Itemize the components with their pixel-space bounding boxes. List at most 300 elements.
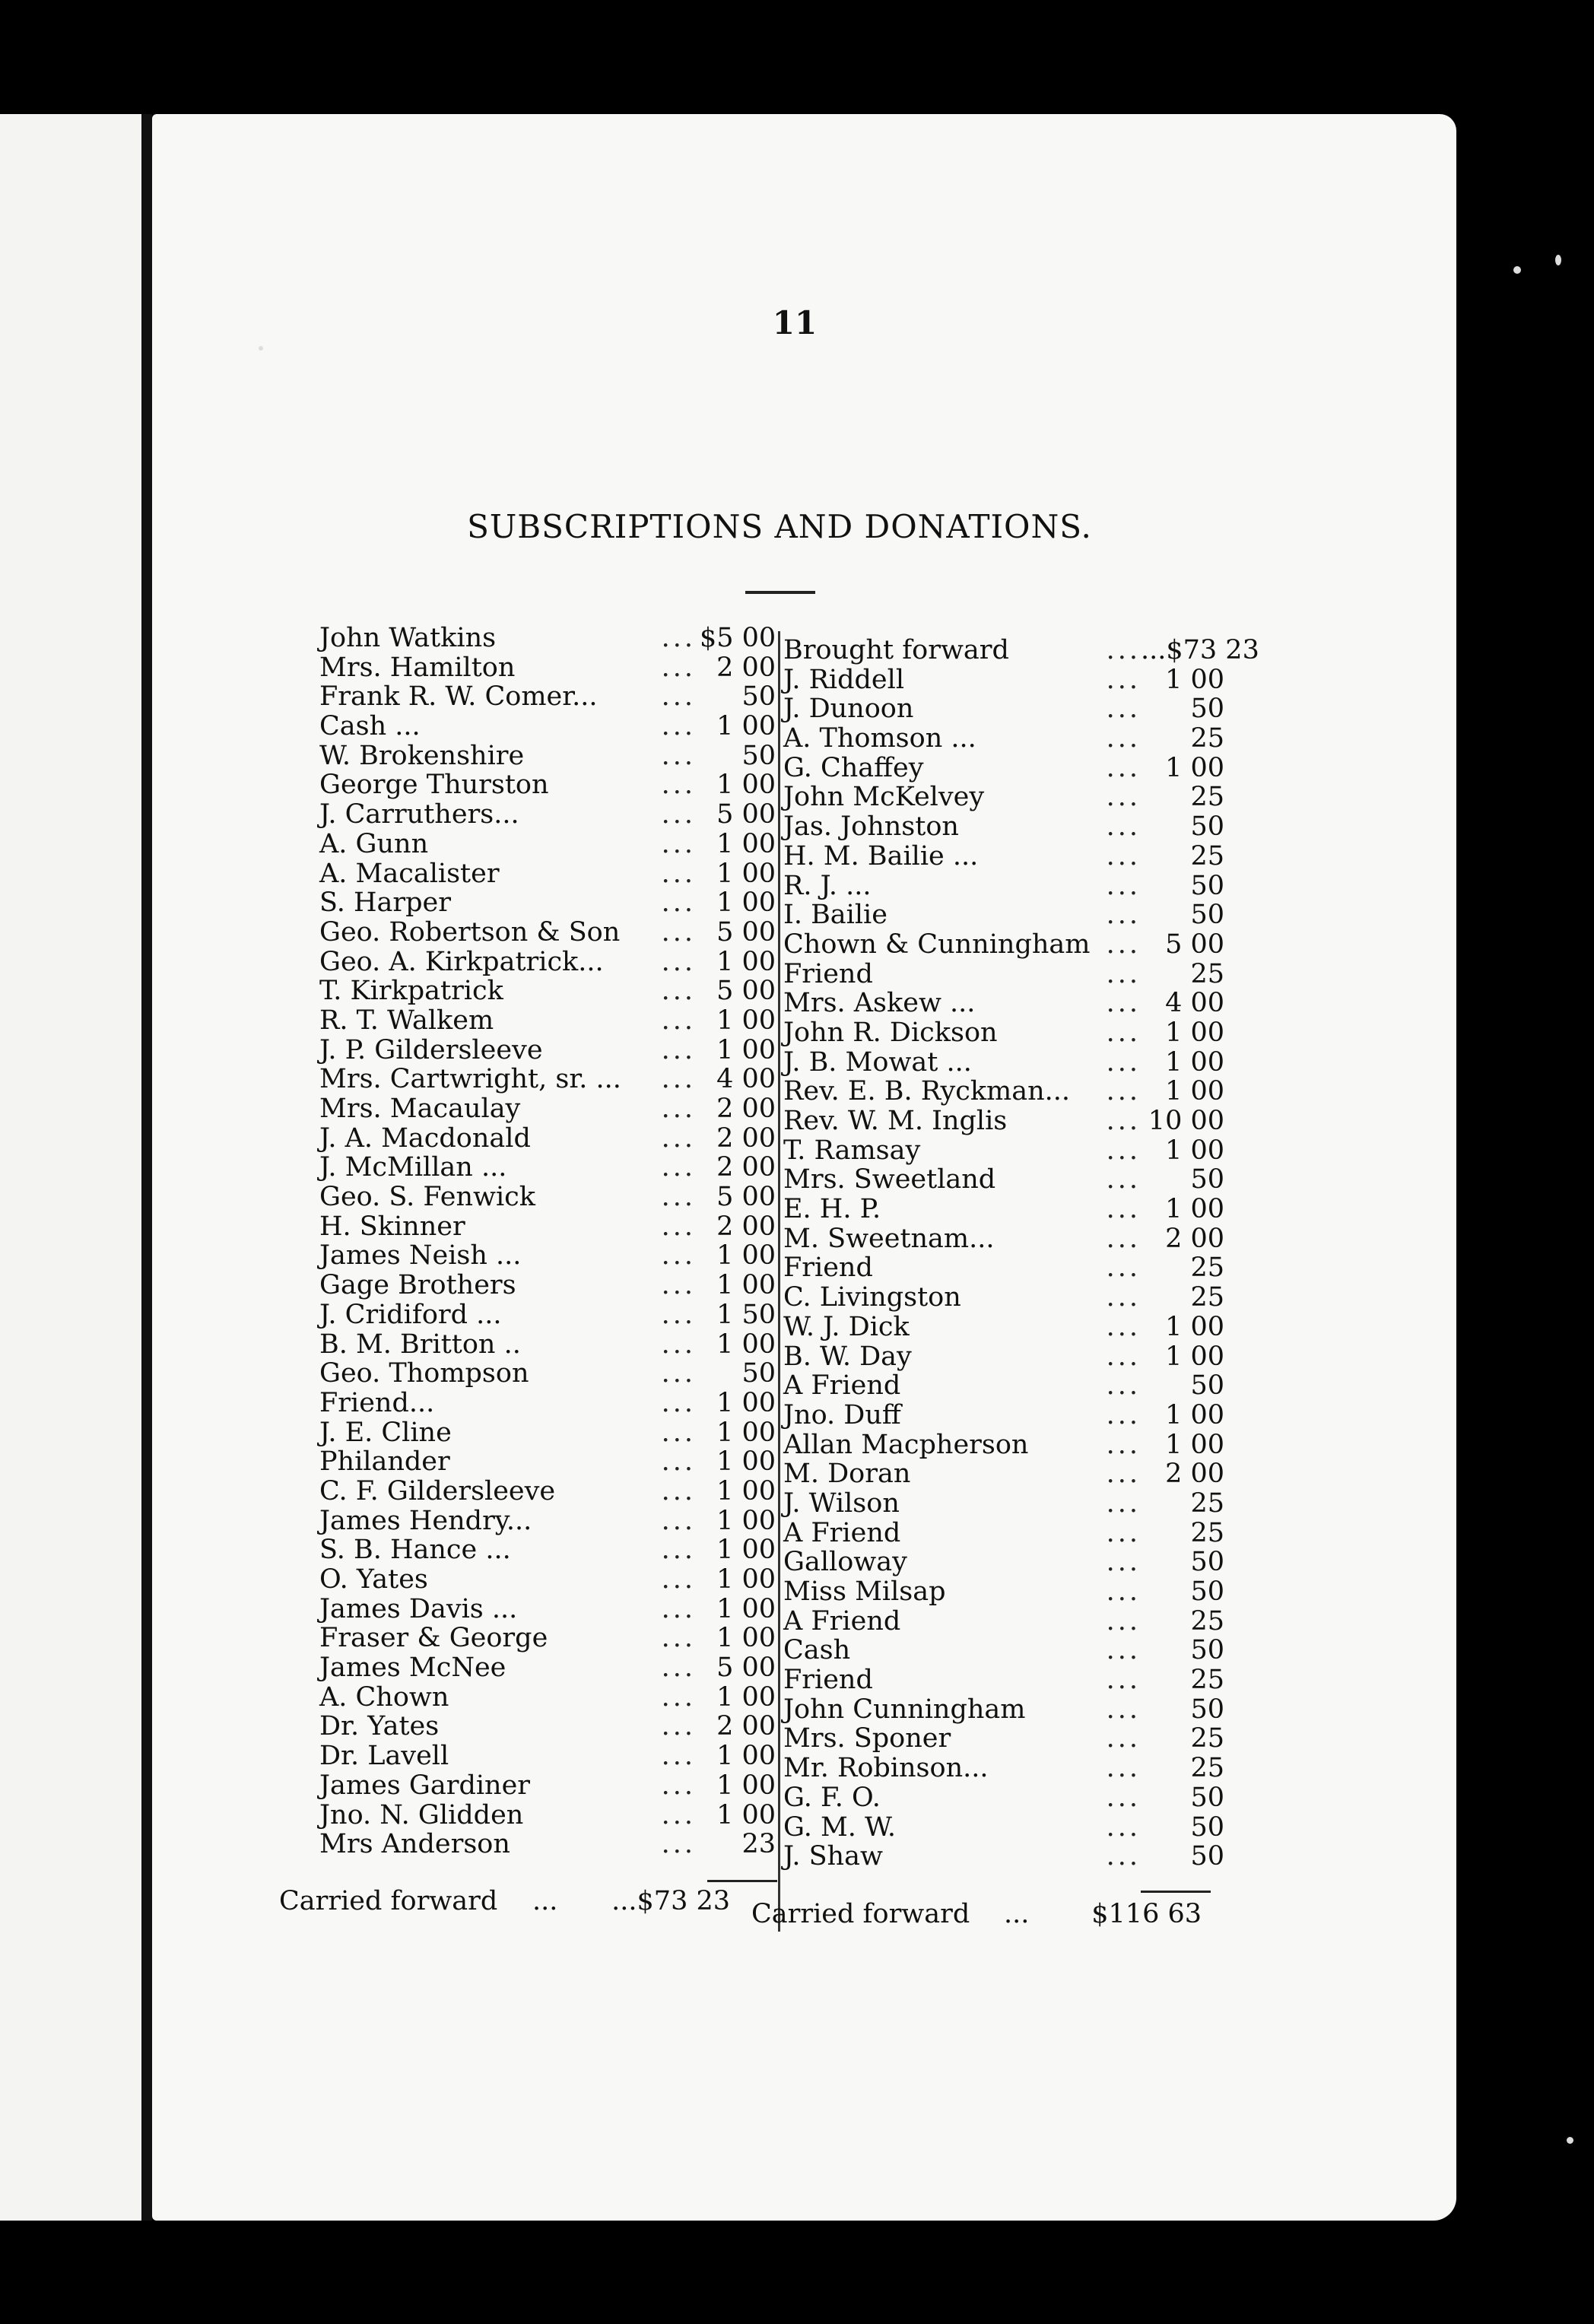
subscriber-name: G. M. W. [783, 1811, 897, 1843]
subscriber-name: Jno. N. Glidden [319, 1799, 524, 1830]
subscriber-name: John R. Dickson [783, 1017, 998, 1048]
left-subscription-row [319, 1477, 776, 1506]
subscriber-name: J. Wilson [783, 1487, 900, 1519]
leader-dots: ... [1106, 1782, 1141, 1813]
subscriber-name: George Thurston [319, 770, 549, 801]
leader-dots: ... [661, 1829, 696, 1860]
leader-dots: ... [1106, 988, 1141, 1019]
subscription-amount: 50 [1190, 1841, 1224, 1872]
subscriber-name: A Friend [783, 1605, 901, 1637]
right-subscription-row [783, 783, 1240, 812]
subscription-amount: 1 00 [1165, 664, 1224, 695]
left-subscription-row [319, 624, 776, 653]
left-subscription-row [319, 1653, 776, 1683]
subscriber-name: Geo. S. Fenwick [319, 1182, 535, 1213]
subscription-amount: 5 00 [716, 1653, 776, 1684]
subscriber-name: A Friend [783, 1517, 901, 1548]
subscription-amount: 1 00 [716, 1564, 776, 1595]
subscriber-name: Geo. Thompson [319, 1358, 529, 1389]
subscriber-name: J. Carruthers... [319, 799, 519, 830]
right-subscription-row [783, 1342, 1240, 1372]
subscription-amount: 1 00 [1165, 1194, 1224, 1225]
leader-dots: ... [661, 1152, 696, 1183]
right-subscription-row [783, 1842, 1240, 1872]
subscription-amount: 1 00 [716, 1505, 776, 1536]
subscriber-name: Jno. Duff [783, 1399, 901, 1430]
leader-dots: ... [661, 976, 696, 1007]
subscription-amount: 1 00 [716, 1799, 776, 1830]
leader-dots: ... [661, 1564, 696, 1595]
subscription-amount: 4 00 [716, 1064, 776, 1095]
right-subscription-row [783, 1224, 1240, 1254]
title-rule [745, 591, 815, 594]
subscriber-name: John McKelvey [783, 782, 985, 813]
leader-dots: ... [1106, 1076, 1141, 1107]
subscription-amount: 1 00 [716, 1623, 776, 1654]
subscription-amount: 1 00 [716, 1593, 776, 1624]
subscriber-name: James McNee [319, 1653, 506, 1684]
left-subscription-row [319, 1065, 776, 1094]
subscription-amount: 1 00 [1165, 1076, 1224, 1107]
subscriber-name: A. Thomson ... [783, 723, 976, 754]
leader-dots: ... [661, 623, 696, 653]
leader-dots: ... [661, 681, 696, 713]
subscriber-name: Cash [783, 1635, 851, 1666]
subscriber-name: A. Gunn [319, 828, 429, 859]
left-subscription-row [319, 653, 776, 683]
left-subscription-row [319, 741, 776, 771]
right-footer-label: Carried forward [751, 1899, 970, 1929]
right-subscription-row [783, 665, 1240, 695]
subscription-amount: 50 [741, 1358, 776, 1389]
leader-dots: ... [1106, 929, 1141, 960]
leader-dots: ... [1106, 958, 1141, 989]
leader-dots: ... [1106, 1311, 1141, 1342]
subscriber-name: Miss Milsap [783, 1576, 946, 1607]
right-subscription-row [783, 1313, 1240, 1342]
subscription-amount: 2 00 [1165, 1459, 1224, 1490]
leader-dots: ... [661, 1653, 696, 1684]
leader-dots: ... [661, 887, 696, 919]
subscription-amount: 2 00 [716, 652, 776, 683]
leader-dots: ... [661, 1475, 696, 1506]
subscription-amount: 23 [741, 1829, 776, 1860]
leader-dots: ... [661, 1799, 696, 1830]
left-subscription-row [319, 1595, 776, 1624]
leader-dots: ... [1106, 1164, 1141, 1195]
subscriber-name: Galloway [783, 1547, 907, 1578]
subscriber-name: C. Livingston [783, 1282, 961, 1313]
subscription-amount: 1 00 [1165, 1017, 1224, 1048]
leader-dots: ... [1106, 1605, 1141, 1637]
dust-speck [1513, 266, 1521, 274]
left-subscription-row [319, 1271, 776, 1300]
left-subscription-row [319, 800, 776, 830]
left-subscription-row [319, 1447, 776, 1477]
subscription-amount: 5 00 [716, 916, 776, 948]
subscriber-name: W. Brokenshire [319, 740, 525, 771]
subscriber-name: Dr. Lavell [319, 1741, 449, 1772]
subscriber-name: Mrs. Hamilton [319, 652, 516, 683]
subscriber-name: Cash ... [319, 711, 421, 742]
left-subscription-row [319, 1801, 776, 1830]
leader-dots: ... [1106, 1429, 1141, 1460]
subscription-amount: 50 [741, 740, 776, 771]
leader-dots: ... [1106, 1753, 1141, 1784]
subscriber-name: Philander [319, 1446, 450, 1478]
leader-dots: ... [661, 1711, 696, 1742]
left-subscription-row [319, 859, 776, 889]
leader-dots: ... [661, 858, 696, 889]
left-subscription-row [319, 1359, 776, 1389]
right-subscription-row [783, 754, 1240, 783]
subscriber-name: C. F. Gildersleeve [319, 1475, 556, 1506]
right-subscription-row [783, 1724, 1240, 1754]
right-subscription-row [783, 1165, 1240, 1195]
subscriber-name: E. H. P. [783, 1194, 881, 1225]
subscriber-name: Gage Brothers [319, 1270, 516, 1301]
leader-dots: ... [1106, 694, 1141, 725]
subscriber-name: G. F. O. [783, 1782, 881, 1813]
subscriber-name: J. A. Macdonald [319, 1122, 531, 1154]
right-subscription-row [783, 1695, 1240, 1725]
right-subscription-list [783, 635, 1259, 1872]
left-subscription-row [319, 1830, 776, 1859]
right-subscription-row [783, 1283, 1240, 1313]
subscriber-name: O. Yates [319, 1564, 428, 1595]
left-subscription-list [319, 624, 776, 1859]
subscriber-name: Mrs. Sweetland [783, 1164, 996, 1195]
subscriber-name: John Cunningham [783, 1694, 1026, 1725]
leader-dots: ... [1106, 1399, 1141, 1430]
subscriber-name: A Friend [783, 1370, 901, 1402]
subscriber-name: M. Sweetnam... [783, 1223, 995, 1254]
leader-dots: ... [661, 1681, 696, 1713]
subscriber-name: Frank R. W. Comer... [319, 681, 598, 713]
subscription-amount: 1 00 [716, 1329, 776, 1360]
subscriber-name: Fraser & George [319, 1623, 548, 1654]
subscription-amount: 50 [1190, 1811, 1224, 1843]
left-subscription-row [319, 1624, 776, 1653]
leader-dots: ... [1106, 1841, 1141, 1872]
left-subscription-row [319, 1330, 776, 1360]
subscription-amount: 25 [1190, 1605, 1224, 1637]
subscription-amount: $5 00 [700, 623, 776, 653]
leader-dots: ... [661, 1211, 696, 1242]
subscription-amount: 50 [741, 681, 776, 713]
subscription-amount: 5 00 [716, 799, 776, 830]
subscription-amount: 25 [1190, 1487, 1224, 1519]
subscription-amount: 1 00 [716, 1475, 776, 1506]
subscriber-name: M. Doran [783, 1459, 911, 1490]
subscriber-name: Geo. A. Kirkpatrick... [319, 946, 604, 977]
subscriber-name: Friend [783, 1665, 873, 1696]
subscription-amount: 2 00 [1165, 1223, 1224, 1254]
leader-dots: ... [661, 1034, 696, 1065]
left-subscription-row [319, 1565, 776, 1595]
right-subscription-row [783, 1636, 1240, 1665]
leader-dots: ... [1106, 1135, 1141, 1166]
subscriber-name: J. McMillan ... [319, 1152, 507, 1183]
right-subscription-row [783, 1489, 1240, 1519]
leader-dots: ... [1106, 1635, 1141, 1666]
leader-dots: ... [1106, 635, 1141, 665]
leader-dots: ... [661, 916, 696, 948]
subscription-amount: 50 [1190, 900, 1224, 931]
facing-page [0, 114, 144, 2221]
subscriber-name: James Davis ... [319, 1593, 518, 1624]
book-spine [141, 114, 152, 2221]
subscriber-name: A. Chown [319, 1681, 449, 1713]
leader-dots: ... [1106, 782, 1141, 813]
subscriber-name: Rev. W. M. Inglis [783, 1106, 1008, 1136]
leader-dots: ... [661, 1623, 696, 1654]
subscriber-name: Jas. Johnston [783, 811, 959, 843]
subscription-amount: 1 00 [1165, 1429, 1224, 1460]
left-subscription-row [319, 1771, 776, 1801]
page-title: SUBSCRIPTIONS AND DONATIONS. [467, 508, 1092, 545]
right-subscription-row [783, 1519, 1240, 1548]
dust-speck [1567, 2137, 1573, 2144]
left-subscription-row [319, 1506, 776, 1536]
leader-dots: ... [661, 1505, 696, 1536]
left-subscription-row [319, 770, 776, 800]
right-subscription-row [783, 812, 1240, 842]
leader-dots: ... [661, 1741, 696, 1772]
right-subscription-row [783, 1459, 1240, 1489]
subscription-amount: 1 00 [716, 1387, 776, 1418]
leader-dots: ... [661, 1329, 696, 1360]
subscription-amount: 1 00 [716, 1034, 776, 1065]
subscription-amount: 1 00 [716, 1741, 776, 1772]
right-subscription-row [783, 1106, 1240, 1136]
subscription-amount: 1 00 [716, 1417, 776, 1448]
subscriber-name: Mrs. Macaulay [319, 1094, 521, 1124]
leader-dots: ... [1106, 1017, 1141, 1048]
subscription-amount: 5 00 [716, 976, 776, 1007]
subscriber-name: Mrs Anderson [319, 1829, 510, 1860]
column-divider [778, 631, 780, 1932]
right-subscription-row [783, 1048, 1240, 1078]
subscription-amount: 25 [1190, 1723, 1224, 1754]
leader-dots: ... [661, 1535, 696, 1566]
subscription-amount: 50 [1190, 1164, 1224, 1195]
subscriber-name: Friend [783, 1252, 873, 1284]
subscriber-name: Mrs. Sponer [783, 1723, 951, 1754]
leader-dots: ... [1106, 1252, 1141, 1284]
right-subscription-row [783, 1430, 1240, 1460]
subscriber-name: James Neish ... [319, 1240, 522, 1272]
subscription-amount: 25 [1190, 840, 1224, 872]
subscriber-name: T. Kirkpatrick [319, 976, 503, 1007]
left-subscription-row [319, 830, 776, 859]
subscriber-name: James Hendry... [319, 1505, 532, 1536]
subscription-amount: 25 [1190, 723, 1224, 754]
subscription-amount: 50 [1190, 1635, 1224, 1666]
right-subscription-row [783, 1077, 1240, 1106]
subscription-amount: 1 50 [716, 1299, 776, 1330]
right-subscription-row [783, 960, 1240, 989]
right-subscription-row [783, 1813, 1240, 1843]
right-subscription-row [783, 842, 1240, 872]
subscriber-name: R. T. Walkem [319, 1005, 494, 1036]
subscription-amount: 25 [1190, 1517, 1224, 1548]
right-subscription-row [783, 1783, 1240, 1813]
leader-dots: ... [661, 1064, 696, 1095]
subscription-amount: 1 00 [716, 711, 776, 742]
subscription-amount: 25 [1190, 782, 1224, 813]
subscription-amount: 1 00 [716, 828, 776, 859]
leader-dots: ... [1106, 1576, 1141, 1607]
subscriber-name: I. Bailie [783, 900, 887, 931]
right-subscription-row [783, 1401, 1240, 1430]
left-subscription-row [319, 1036, 776, 1065]
right-total-rule [1141, 1891, 1211, 1893]
subscriber-name: John Watkins [319, 623, 497, 653]
subscriber-name: J. Riddell [783, 664, 905, 695]
right-subscription-row [783, 724, 1240, 754]
left-total-rule [707, 1880, 777, 1882]
subscription-amount: 1 00 [1165, 752, 1224, 783]
subscriber-name: Brought forward [783, 635, 1009, 665]
subscriber-name: S. Harper [319, 887, 451, 919]
left-footer-amount: ...$73 23 [611, 1886, 730, 1916]
leader-dots: ... [661, 1593, 696, 1624]
right-footer-dots: ... [1004, 1899, 1030, 1929]
subscription-amount: 1 00 [716, 1240, 776, 1272]
left-subscription-row [319, 918, 776, 948]
subscriber-name: B. M. Britton .. [319, 1329, 521, 1360]
subscriber-name: Mr. Robinson... [783, 1753, 989, 1784]
left-subscription-row [319, 1712, 776, 1741]
left-subscription-row [319, 1300, 776, 1330]
left-subscription-row [319, 1153, 776, 1183]
subscription-amount: 1 00 [716, 1446, 776, 1478]
subscription-amount: 10 00 [1148, 1106, 1224, 1136]
right-subscription-row [783, 1607, 1240, 1637]
left-subscription-row [319, 1389, 776, 1418]
subscription-amount: 2 00 [716, 1711, 776, 1742]
left-footer-label: Carried forward [279, 1886, 498, 1916]
leader-dots: ... [1106, 1665, 1141, 1696]
subscription-amount: 1 00 [716, 770, 776, 801]
left-subscription-row [319, 1535, 776, 1565]
left-subscription-row [319, 1212, 776, 1242]
left-subscription-row [319, 1006, 776, 1036]
subscription-amount: 50 [1190, 1547, 1224, 1578]
leader-dots: ... [1106, 1487, 1141, 1519]
subscription-amount: 1 00 [716, 1681, 776, 1713]
subscription-amount: 1 00 [1165, 1341, 1224, 1372]
leader-dots: ... [1106, 1811, 1141, 1843]
subscriber-name: H. M. Bailie ... [783, 840, 979, 872]
subscription-amount: 1 00 [716, 1005, 776, 1036]
left-subscription-row [319, 948, 776, 977]
subscription-amount: 25 [1190, 1252, 1224, 1284]
leader-dots: ... [1106, 664, 1141, 695]
subscription-amount: 25 [1190, 1753, 1224, 1784]
left-subscription-row [319, 682, 776, 712]
subscription-amount: 50 [1190, 694, 1224, 725]
leader-dots: ... [1106, 900, 1141, 931]
leader-dots: ... [661, 770, 696, 801]
subscriber-name: Chown & Cunningham [783, 929, 1091, 960]
leader-dots: ... [1106, 1282, 1141, 1313]
right-subscription-row [783, 1548, 1240, 1577]
right-subscription-row [783, 900, 1240, 930]
dust-speck [259, 346, 263, 351]
subscription-amount: 1 00 [716, 1270, 776, 1301]
subscription-amount: 5 00 [1165, 929, 1224, 960]
subscription-amount: 4 00 [1165, 988, 1224, 1019]
leader-dots: ... [1106, 1517, 1141, 1548]
leader-dots: ... [661, 652, 696, 683]
left-subscription-row [319, 1094, 776, 1124]
subscriber-name: Geo. Robertson & Son [319, 916, 621, 948]
leader-dots: ... [661, 828, 696, 859]
leader-dots: ... [661, 1770, 696, 1801]
right-subscription-row [783, 1754, 1240, 1783]
subscription-amount: 2 00 [716, 1211, 776, 1242]
subscription-amount: ...$73 23 [1141, 635, 1259, 665]
subscriber-name: J. B. Mowat ... [783, 1046, 972, 1078]
subscription-amount: 50 [1190, 811, 1224, 843]
subscription-amount: 2 00 [716, 1122, 776, 1154]
left-subscription-row [319, 1183, 776, 1212]
subscriber-name: A. Macalister [319, 858, 500, 889]
leader-dots: ... [1106, 1547, 1141, 1578]
subscriber-name: Mrs. Cartwright, sr. ... [319, 1064, 621, 1095]
subscription-amount: 1 00 [1165, 1046, 1224, 1078]
leader-dots: ... [661, 1446, 696, 1478]
subscription-amount: 1 00 [716, 1535, 776, 1566]
subscription-amount: 1 00 [716, 858, 776, 889]
right-subscription-row [783, 989, 1240, 1018]
leader-dots: ... [1106, 1223, 1141, 1254]
subscriber-name: J. Cridiford ... [319, 1299, 502, 1330]
leader-dots: ... [1106, 723, 1141, 754]
page-number: 11 [772, 304, 818, 341]
subscriber-name: W. J. Dick [783, 1311, 910, 1342]
subscriber-name: B. W. Day [783, 1341, 912, 1372]
leader-dots: ... [1106, 811, 1141, 843]
subscription-amount: 1 00 [1165, 1311, 1224, 1342]
subscription-amount: 1 00 [716, 887, 776, 919]
leader-dots: ... [1106, 752, 1141, 783]
right-subscription-row [783, 1195, 1240, 1224]
right-subscription-row [783, 635, 1259, 665]
left-footer-dots: ... [532, 1886, 558, 1916]
right-subscription-row [783, 1371, 1240, 1401]
subscription-amount: 1 00 [716, 1770, 776, 1801]
leader-dots: ... [1106, 1459, 1141, 1490]
leader-dots: ... [661, 1122, 696, 1154]
dust-speck [1555, 255, 1561, 265]
left-subscription-row [319, 976, 776, 1006]
leader-dots: ... [661, 740, 696, 771]
left-subscription-row [319, 1124, 776, 1154]
leader-dots: ... [1106, 1341, 1141, 1372]
leader-dots: ... [661, 1270, 696, 1301]
left-subscription-row [319, 712, 776, 741]
subscription-amount: 25 [1190, 958, 1224, 989]
subscriber-name: T. Ramsay [783, 1135, 921, 1166]
leader-dots: ... [1106, 1723, 1141, 1754]
right-subscription-row [783, 1253, 1240, 1283]
leader-dots: ... [1106, 1694, 1141, 1725]
right-subscription-row [783, 1018, 1240, 1048]
subscriber-name: S. B. Hance ... [319, 1535, 511, 1566]
